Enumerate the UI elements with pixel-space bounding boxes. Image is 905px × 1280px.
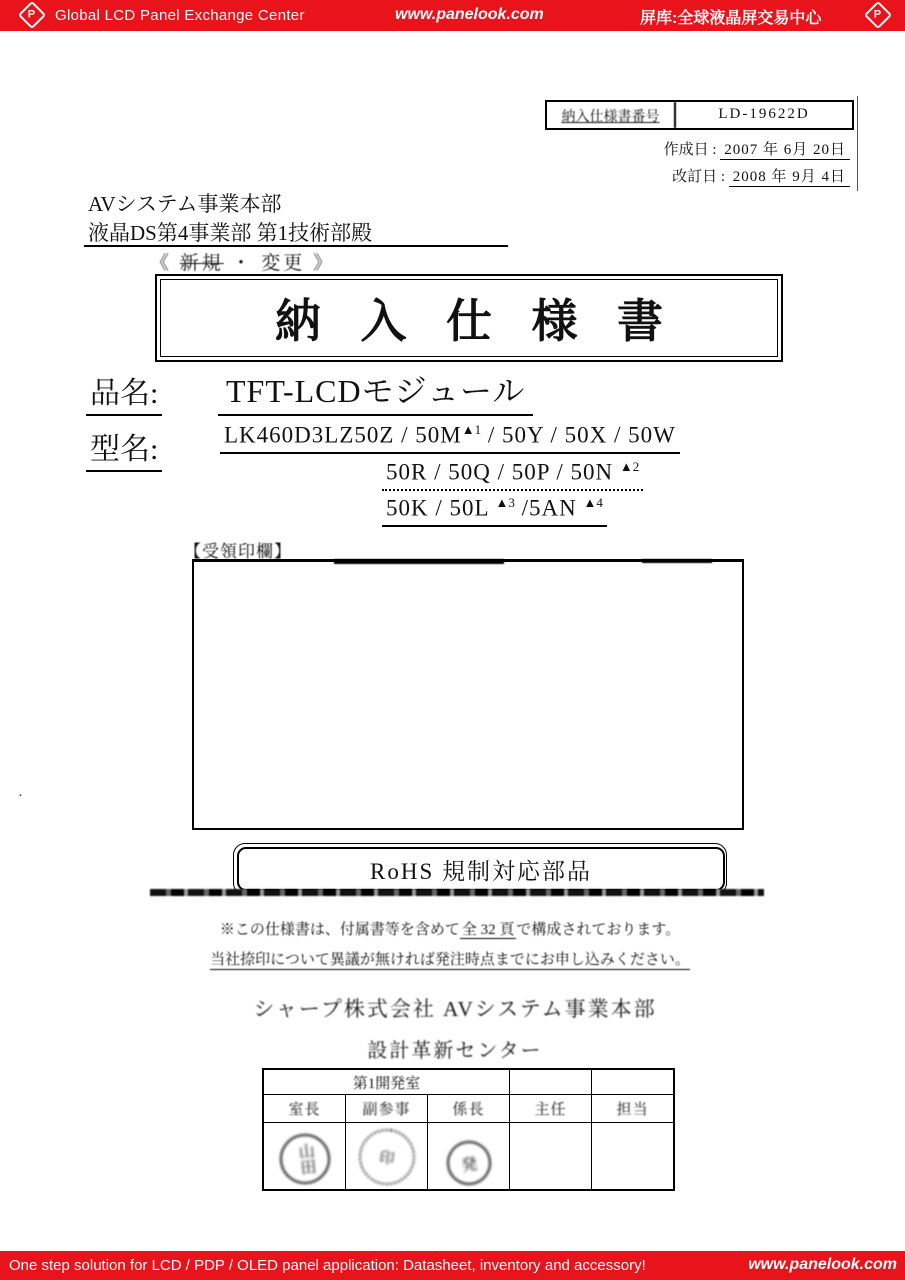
title-inner-border: [160, 279, 778, 357]
hanko-stamp: 山田: [277, 1132, 332, 1187]
rohs-text: RoHS 規制対応部品: [370, 858, 592, 884]
logo-letter: P: [874, 8, 882, 21]
model-line-2: [382, 459, 643, 491]
document-title: 納 入 仕 様 書: [275, 296, 677, 347]
footer-tagline: One step solution for LCD / PDP / OLED panel application: Datasheet, inventory and accessory!: [9, 1257, 646, 1274]
approval-col-shitsucho: 室長: [263, 1095, 346, 1123]
model-line-3: [382, 495, 607, 527]
revision-mark-4: ▲4: [583, 495, 603, 510]
approval-group-empty-cell: [592, 1069, 675, 1095]
approval-group-header: 第1開発室: [263, 1069, 510, 1095]
approval-stamp-table: [262, 1068, 675, 1191]
company-block: [150, 993, 760, 1063]
approval-header-row: [263, 1095, 674, 1123]
footer-url-link[interactable]: www.panelook.com: [748, 1256, 897, 1273]
document-title-box: [155, 274, 783, 362]
bracket-close: 》: [313, 253, 336, 274]
hanko-stamp: 印: [355, 1125, 418, 1188]
change-label: 変更: [261, 253, 306, 274]
new-change-selector: [150, 248, 335, 275]
note2-text: 当社捺印について異議が無ければ発注時点までにお申し込みください。: [210, 952, 690, 968]
logo-letter: P: [28, 8, 36, 21]
scan-smudge: [642, 559, 712, 563]
revision-mark-2: ▲2: [619, 459, 640, 474]
stamp-cell-empty: [592, 1123, 675, 1191]
bracket-open: 《: [150, 253, 173, 274]
approval-stamp-row: [263, 1123, 674, 1191]
scan-smudge: [334, 559, 504, 564]
stamp-cell: [263, 1123, 346, 1191]
approval-col-fukusanji: 副参事: [346, 1095, 428, 1123]
panelook-logo-icon: [864, 1, 892, 29]
product-name-value: TFT-LCDモジュール: [218, 366, 533, 416]
company-line1: シャープ株式会社 AVシステム事業本部: [253, 997, 657, 1021]
site-chinese-title: 屏库:全球液晶屏交易中心: [640, 10, 822, 27]
created-date-line: [664, 138, 850, 159]
scan-dot-artifact: ·: [18, 788, 23, 804]
site-url-link[interactable]: www.panelook.com: [395, 6, 544, 23]
stamp-cell: [346, 1123, 428, 1191]
site-header-bar: [0, 0, 905, 31]
approval-col-tanto: 担当: [592, 1095, 675, 1123]
site-footer-bar: [0, 1251, 905, 1280]
addressee-underline: [84, 245, 508, 247]
scan-smudge-line: [150, 889, 764, 896]
spec-number-box: [545, 100, 854, 130]
note-line-1: [130, 915, 770, 945]
site-name: Global LCD Panel Exchange Center: [55, 7, 305, 24]
model-line1-post: / 50Y / 50X / 50W: [487, 422, 676, 448]
stamp-cell: [428, 1123, 510, 1191]
division-line2: 液晶DS第4事業部 第1技術部殿: [88, 221, 373, 245]
approval-col-shunin: 主任: [510, 1095, 592, 1123]
revised-date-line: [672, 165, 850, 186]
model-line1-pre: LK460D3LZ50Z / 50M: [224, 422, 462, 448]
division-line1: AVシステム事業本部: [88, 192, 282, 216]
separator-dot: ・: [231, 253, 254, 274]
model-name-label: 型名:: [86, 424, 162, 472]
company-line2: 設計革新センター: [367, 1040, 543, 1062]
created-date-value: 2007 年 6月 20日: [720, 142, 850, 160]
addressee-block: [88, 190, 372, 248]
model-line2-text: 50R / 50Q / 50P / 50N: [386, 459, 614, 485]
model-line-1: [220, 422, 680, 454]
note1-pre: ※この仕様書は、付属書等を含めて: [219, 922, 460, 938]
spec-number-value: LD-19622D: [718, 106, 810, 122]
approval-col-kakaricho: 係長: [428, 1095, 510, 1123]
revised-date-label: 改訂日 :: [672, 169, 725, 185]
note1-post: で構成されております。: [516, 922, 681, 938]
revision-mark-1: ▲1: [461, 422, 482, 437]
panelook-logo-icon: [18, 1, 46, 29]
notes-block: [130, 915, 770, 975]
note-line-2: [130, 945, 770, 975]
receipt-stamp-label: 【受領印欄】: [184, 542, 292, 561]
revised-date-value: 2008 年 9月 4日: [729, 169, 850, 187]
stamp-cell-empty: [510, 1123, 592, 1191]
scan-edge-artifact: [857, 96, 858, 191]
rohs-compliance-box: [237, 847, 725, 891]
product-name-label: 品名:: [86, 368, 162, 416]
spec-number-label: 納入仕様書番号: [547, 102, 676, 128]
approval-group-row: [263, 1069, 674, 1095]
new-label-struck: 新規: [179, 253, 224, 274]
model-line3-post: /5AN: [521, 495, 577, 521]
receipt-stamp-box: [192, 559, 744, 830]
model-line3-pre: 50K / 50L: [386, 495, 489, 521]
created-date-label: 作成日 :: [663, 142, 717, 158]
hanko-stamp: 発: [443, 1138, 494, 1189]
note1-page-count: 全 32 頁: [461, 922, 515, 938]
revision-mark-3: ▲3: [495, 495, 515, 510]
approval-group-empty-cell: [510, 1069, 592, 1095]
